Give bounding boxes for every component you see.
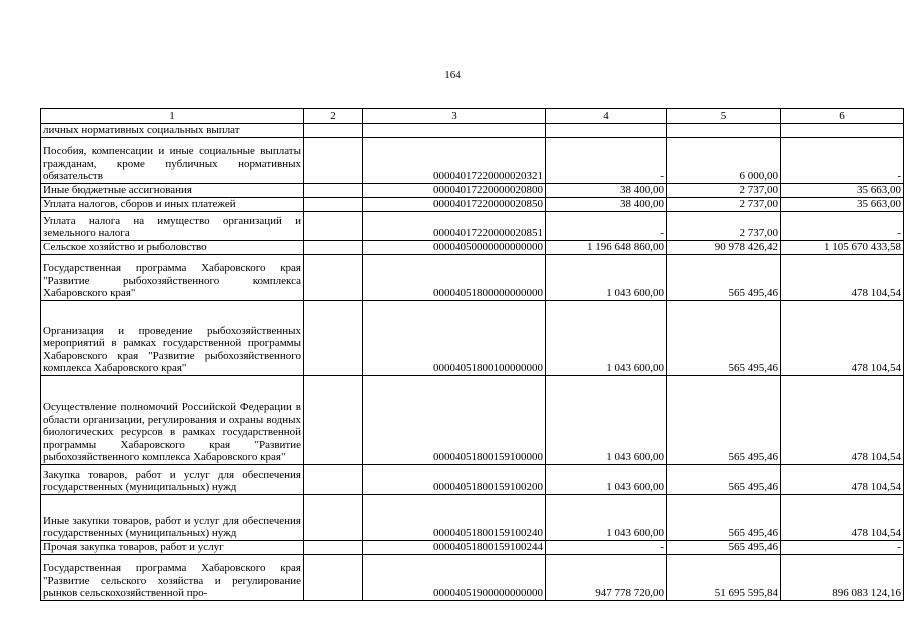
row-amount-4: -	[546, 212, 667, 241]
row-amount-6	[781, 124, 904, 138]
row-amount-5: 565 495,46	[667, 255, 781, 301]
header-col-1: 1	[41, 109, 304, 124]
row-code: 00004050000000000000	[363, 241, 546, 255]
row-col2	[304, 376, 363, 465]
row-amount-4: 38 400,00	[546, 184, 667, 198]
row-code: 00004051800159100200	[363, 465, 546, 495]
row-amount-6: 478 104,54	[781, 465, 904, 495]
row-col2	[304, 124, 363, 138]
row-amount-5: 6 000,00	[667, 138, 781, 184]
table-row	[41, 255, 904, 301]
row-amount-5: 2 737,00	[667, 198, 781, 212]
row-amount-5: 565 495,46	[667, 495, 781, 541]
row-amount-6: -	[781, 138, 904, 184]
table-row	[41, 138, 904, 184]
table-row	[41, 212, 904, 241]
row-name: Закупка товаров, работ и услуг для обеспечения государственных (муниципальных) нужд	[41, 465, 304, 495]
table-row	[41, 184, 904, 198]
row-col2	[304, 255, 363, 301]
row-amount-6: 35 663,00	[781, 184, 904, 198]
row-col2	[304, 198, 363, 212]
row-amount-4: 947 778 720,00	[546, 555, 667, 601]
row-amount-5: 565 495,46	[667, 376, 781, 465]
row-col2	[304, 138, 363, 184]
row-name: Иные бюджетные ассигнования	[41, 184, 304, 198]
row-name: Уплата налога на имущество организаций и земельного налога	[41, 212, 304, 241]
header-col-4: 4	[546, 109, 667, 124]
table-row	[41, 198, 904, 212]
row-col2	[304, 555, 363, 601]
row-col2	[304, 212, 363, 241]
row-col2	[304, 184, 363, 198]
row-name: Сельское хозяйство и рыболовство	[41, 241, 304, 255]
row-amount-4: 1 043 600,00	[546, 255, 667, 301]
row-name: Уплата налогов, сборов и иных платежей	[41, 198, 304, 212]
row-code: 00004017220000020800	[363, 184, 546, 198]
budget-table	[40, 108, 904, 601]
row-amount-5: 90 978 426,42	[667, 241, 781, 255]
row-amount-4: 1 043 600,00	[546, 301, 667, 376]
table-row	[41, 301, 904, 376]
row-col2	[304, 241, 363, 255]
row-col2	[304, 301, 363, 376]
row-amount-6: 478 104,54	[781, 301, 904, 376]
row-amount-5	[667, 124, 781, 138]
row-amount-5: 565 495,46	[667, 301, 781, 376]
header-col-6: 6	[781, 109, 904, 124]
row-amount-5: 565 495,46	[667, 541, 781, 555]
row-code: 00004051800000000000	[363, 255, 546, 301]
row-amount-4: 38 400,00	[546, 198, 667, 212]
header-col-5: 5	[667, 109, 781, 124]
row-name: Организация и проведение рыбохозяйственных мероприятий в рамках государственной программы Хабаровского края "Развитие рыбохозяйственного комплекса Хабаровского края"	[41, 301, 304, 376]
table-row	[41, 495, 904, 541]
row-code: 00004051800159100240	[363, 495, 546, 541]
row-name: Государственная программа Хабаровского края "Развитие рыбохозяйственного комплекса Хабаровского края"	[41, 255, 304, 301]
row-amount-6: 478 104,54	[781, 376, 904, 465]
row-col2	[304, 541, 363, 555]
table-row	[41, 465, 904, 495]
row-amount-6: 478 104,54	[781, 495, 904, 541]
row-code: 00004051800159100000	[363, 376, 546, 465]
row-col2	[304, 465, 363, 495]
row-amount-4: 1 043 600,00	[546, 376, 667, 465]
page-number: 164	[444, 69, 461, 81]
row-amount-4: -	[546, 541, 667, 555]
row-name: Прочая закупка товаров, работ и услуг	[41, 541, 304, 555]
row-code: 00004051800100000000	[363, 301, 546, 376]
table-header-row	[41, 109, 904, 124]
row-code	[363, 124, 546, 138]
row-amount-4: 1 196 648 860,00	[546, 241, 667, 255]
header-col-2: 2	[304, 109, 363, 124]
row-amount-5: 2 737,00	[667, 212, 781, 241]
table-row	[41, 555, 904, 601]
row-name: Осуществление полномочий Российской Федерации в области организации, регулирования и охраны водных биологических ресурсов в рамках государственной программы Хабаровского края "Развитие рыбохозяйственного комплекса Хабаровского края"	[41, 376, 304, 465]
row-code: 00004017220000020321	[363, 138, 546, 184]
row-amount-6: 1 105 670 433,58	[781, 241, 904, 255]
row-name: Государственная программа Хабаровского края "Развитие сельского хозяйства и регулирование рынков сельскохозяйственной про-	[41, 555, 304, 601]
row-amount-6: 896 083 124,16	[781, 555, 904, 601]
table-row	[41, 541, 904, 555]
header-col-3: 3	[363, 109, 546, 124]
row-amount-5: 565 495,46	[667, 465, 781, 495]
row-amount-5: 51 695 595,84	[667, 555, 781, 601]
row-amount-6: -	[781, 212, 904, 241]
row-amount-4: -	[546, 138, 667, 184]
row-code: 00004051900000000000	[363, 555, 546, 601]
row-code: 00004017220000020850	[363, 198, 546, 212]
table-row	[41, 241, 904, 255]
row-code: 00004051800159100244	[363, 541, 546, 555]
row-amount-5: 2 737,00	[667, 184, 781, 198]
row-name: Иные закупки товаров, работ и услуг для обеспечения государственных (муниципальных) нужд	[41, 495, 304, 541]
row-amount-6: -	[781, 541, 904, 555]
row-col2	[304, 495, 363, 541]
row-name: личных нормативных социальных выплат	[41, 124, 304, 138]
row-name: Пособия, компенсации и иные социальные выплаты гражданам, кроме публичных нормативных обязательств	[41, 138, 304, 184]
row-amount-6: 35 663,00	[781, 198, 904, 212]
row-amount-4: 1 043 600,00	[546, 495, 667, 541]
row-amount-4: 1 043 600,00	[546, 465, 667, 495]
table-row	[41, 376, 904, 465]
table-row	[41, 124, 904, 138]
row-code: 00004017220000020851	[363, 212, 546, 241]
row-amount-4	[546, 124, 667, 138]
row-amount-6: 478 104,54	[781, 255, 904, 301]
